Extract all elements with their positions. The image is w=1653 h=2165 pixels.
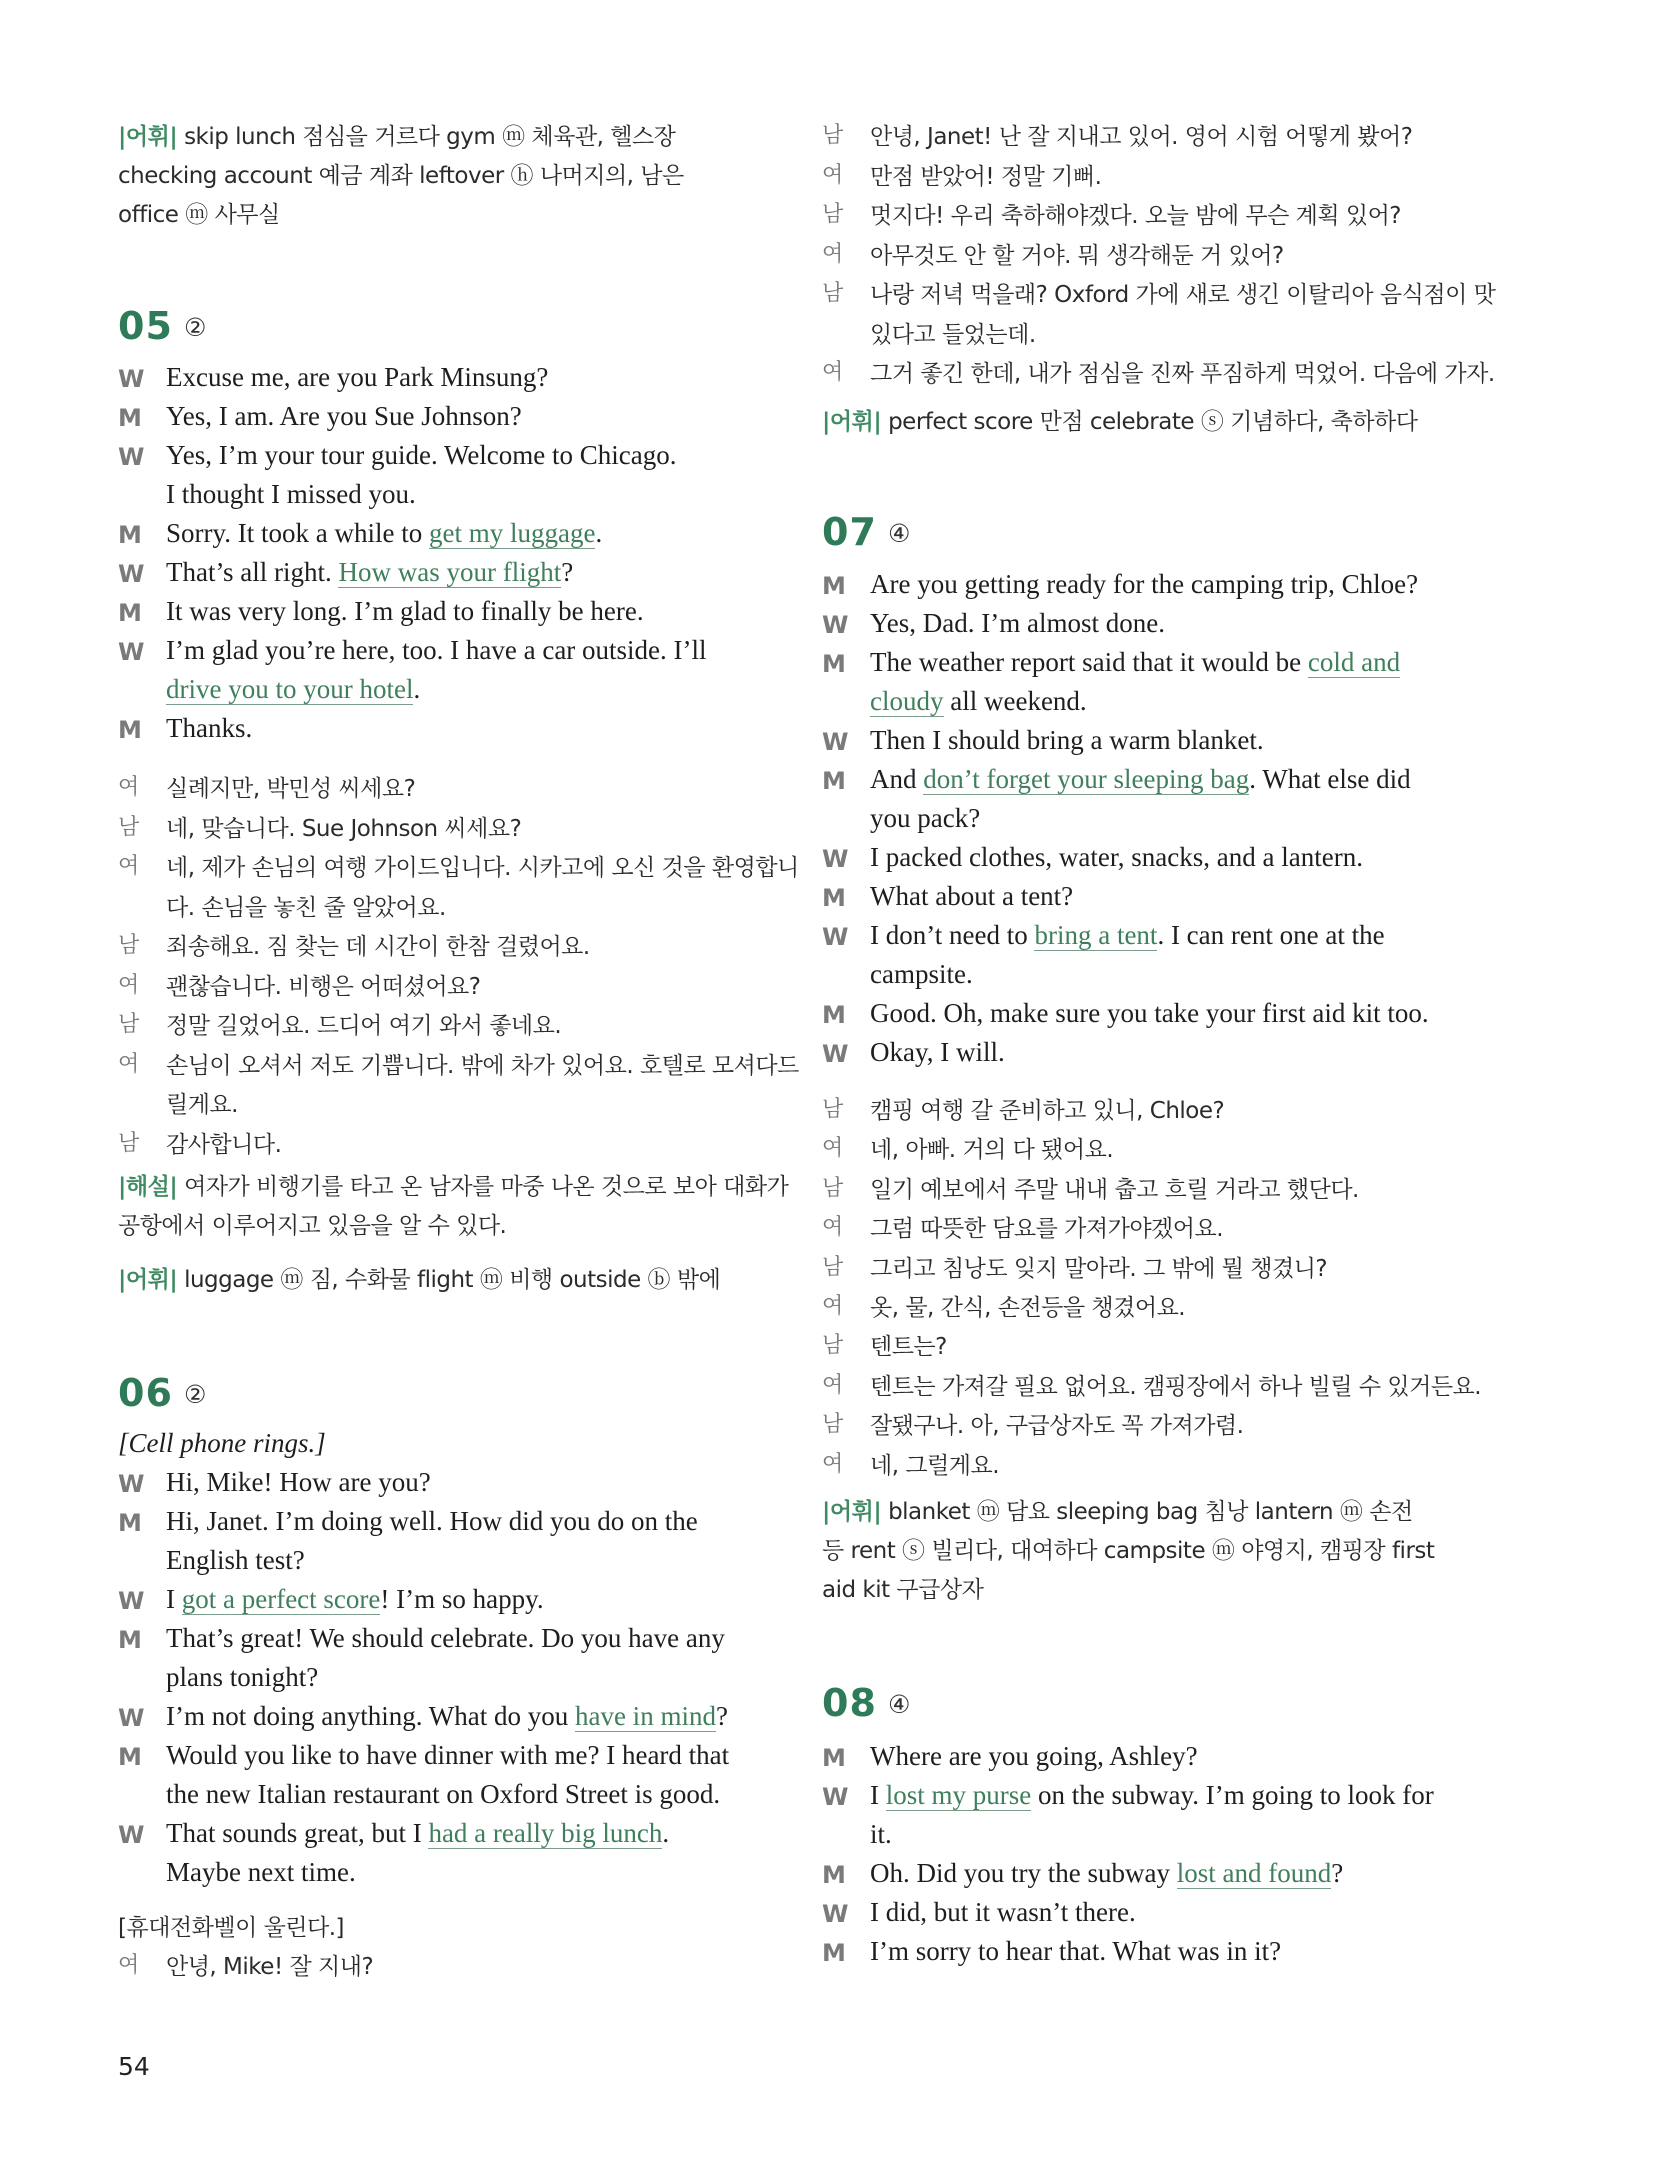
speaker-label: 남 bbox=[822, 1254, 843, 1280]
vocab-line: |어휘| blanket ⓜ 담요 sleeping bag 침낭 lantern ⓜ 손전 bbox=[822, 1499, 1413, 1525]
speaker-label: 남 bbox=[822, 1412, 843, 1438]
text-segment: Oh. Did you try the subway bbox=[870, 1858, 1177, 1888]
key-phrase: cloudy bbox=[870, 686, 944, 716]
translation-text: 그거 좋긴 한데, 내가 점심을 진짜 푸짐하게 먹었어. 다음에 가자. bbox=[870, 361, 1495, 387]
speaker-label: M bbox=[118, 716, 142, 744]
dialogue-text bbox=[870, 959, 973, 990]
dialogue-text bbox=[166, 479, 416, 510]
text-segment: Thanks. bbox=[166, 713, 253, 743]
text-segment: I did, but it wasn’t there. bbox=[870, 1897, 1136, 1927]
text-segment: Good. Oh, make sure you take your first aid kit too. bbox=[870, 998, 1429, 1028]
translation-text: 네, 제가 손님의 여행 가이드입니다. 시카고에 오신 것을 환영합니 bbox=[166, 855, 799, 881]
question-number: 08 bbox=[822, 1681, 877, 1725]
dialogue-text bbox=[870, 881, 1073, 912]
vocab-line: |어휘| luggage ⓜ 짐, 수화물 flight ⓜ 비행 outside ⓑ 밖에 bbox=[118, 1267, 721, 1293]
dialogue-text bbox=[166, 1623, 725, 1654]
explanation-line: |해설| 여자가 비행기를 타고 온 남자를 마중 나온 것으로 보아 대화가 bbox=[118, 1174, 789, 1200]
dialogue-text bbox=[166, 713, 252, 744]
speaker-label: W bbox=[822, 728, 849, 756]
answer-mark: ② bbox=[184, 313, 207, 342]
answer-mark: ④ bbox=[888, 1690, 911, 1719]
speaker-label: 남 bbox=[822, 1333, 843, 1359]
key-phrase: cold and bbox=[1307, 647, 1401, 677]
vocab-line: office ⓜ 사무실 bbox=[118, 202, 280, 228]
speaker-label: 여 bbox=[822, 241, 843, 267]
speaker-label: 여 bbox=[822, 1451, 843, 1477]
dialogue-text bbox=[166, 401, 522, 432]
text-segment: . What else did bbox=[1249, 764, 1411, 794]
text-segment: I bbox=[166, 1584, 182, 1614]
translation-text: 멋지다! 우리 축하해야겠다. 오늘 밤에 무슨 계획 있어? bbox=[870, 203, 1401, 229]
text-segment: ? bbox=[715, 1701, 728, 1731]
text-segment: . bbox=[595, 518, 603, 548]
dialogue-text bbox=[870, 1819, 892, 1850]
speaker-label: 여 bbox=[822, 162, 843, 188]
explanation-line: 공항에서 이루어지고 있음을 알 수 있다. bbox=[118, 1213, 507, 1239]
text-segment: I thought I missed you. bbox=[166, 479, 416, 509]
text-segment: the new Italian restaurant on Oxford Street is good. bbox=[166, 1779, 721, 1809]
speaker-label: M bbox=[118, 521, 142, 549]
speaker-label: W bbox=[118, 1821, 145, 1849]
translation-text: 손님이 오셔서 저도 기쁩니다. 밖에 차가 있어요. 호텔로 모셔다드 bbox=[166, 1052, 799, 1079]
text-segment: you pack? bbox=[870, 803, 981, 833]
text-segment: Are you getting ready for the camping trip, Chloe? bbox=[870, 569, 1419, 599]
translation-text: 괜찮습니다. 비행은 어떠셨어요? bbox=[166, 973, 481, 1000]
speaker-label: 여 bbox=[118, 1051, 139, 1077]
speaker-label: 여 bbox=[822, 1215, 843, 1241]
stage-direction-ko: [휴대전화벨이 울린다.] bbox=[118, 1915, 345, 1941]
speaker-label: 남 bbox=[822, 281, 843, 306]
text-segment: I’m not doing anything. What do you bbox=[166, 1701, 575, 1731]
dialogue-text bbox=[870, 1037, 1005, 1068]
speaker-label: 여 bbox=[118, 854, 139, 879]
speaker-label: 여 bbox=[118, 972, 139, 998]
translation-text: 잘됐구나. 아, 구급상자도 꼭 가져가렴. bbox=[870, 1413, 1244, 1440]
key-phrase: How was your flight bbox=[338, 557, 562, 587]
translation-text: 안녕, Mike! 잘 지내? bbox=[166, 1954, 374, 1980]
text-segment: ? bbox=[561, 557, 574, 587]
dialogue-text bbox=[166, 1818, 669, 1849]
translation-text: 만점 받았어! 정말 기뻐. bbox=[870, 163, 1102, 190]
dialogue-text bbox=[870, 842, 1363, 873]
translation-text: 죄송해요. 짐 찾는 데 시간이 한참 걸렸어요. bbox=[166, 934, 590, 960]
text-segment: . bbox=[413, 674, 421, 704]
translation-text: 실례지만, 박민성 씨세요? bbox=[166, 776, 416, 802]
text-segment: I packed clothes, water, snacks, and a lantern. bbox=[870, 842, 1363, 872]
key-phrase: had a really big lunch bbox=[428, 1818, 663, 1848]
speaker-label: M bbox=[822, 1001, 846, 1029]
dialogue-text bbox=[166, 1701, 728, 1732]
dialogue-text bbox=[166, 1857, 356, 1888]
speaker-label: W bbox=[118, 443, 145, 471]
speaker-label: W bbox=[822, 611, 849, 639]
text-segment: Sorry. It took a while to bbox=[166, 518, 429, 548]
speaker-label: 여 bbox=[822, 1294, 843, 1319]
dialogue-text bbox=[870, 1936, 1281, 1967]
question-number: 05 bbox=[118, 304, 173, 348]
dialogue-text bbox=[166, 557, 573, 588]
text-segment: It was very long. I’m glad to finally be here. bbox=[166, 596, 644, 626]
speaker-label: M bbox=[822, 650, 846, 678]
translation-text: 네, 아빠. 거의 다 됐어요. bbox=[870, 1137, 1114, 1164]
dialogue-text bbox=[870, 998, 1429, 1029]
text-segment: And bbox=[870, 764, 924, 794]
vocab-line: aid kit 구급상자 bbox=[822, 1577, 984, 1603]
speaker-label: W bbox=[822, 923, 849, 951]
dialogue-text bbox=[166, 1779, 720, 1810]
stage-direction: [Cell phone rings.] bbox=[118, 1428, 326, 1458]
speaker-label: M bbox=[118, 1509, 142, 1537]
vocab-line: |어휘| skip lunch 점심을 거르다 gym ⓜ 체육관, 헬스장 bbox=[118, 124, 676, 150]
text-segment: all weekend. bbox=[943, 686, 1087, 716]
speaker-label: M bbox=[822, 884, 846, 912]
speaker-label: M bbox=[118, 599, 142, 627]
dialogue-text bbox=[870, 1780, 1434, 1811]
dialogue-text bbox=[166, 596, 644, 627]
text-segment: ? bbox=[1331, 1858, 1344, 1888]
text-segment: Yes, I am. Are you Sue Johnson? bbox=[166, 401, 522, 431]
question-number: 06 bbox=[118, 1371, 173, 1415]
dialogue-text bbox=[870, 764, 1411, 795]
translation-text: 있다고 들었는데. bbox=[870, 321, 1036, 348]
text-segment: it. bbox=[870, 1819, 892, 1849]
speaker-label: W bbox=[118, 1704, 145, 1732]
dialogue-text bbox=[870, 686, 1087, 717]
speaker-label: W bbox=[118, 560, 145, 588]
text-segment: Excuse me, are you Park Minsung? bbox=[166, 362, 549, 392]
speaker-label: M bbox=[822, 572, 846, 600]
key-phrase: have in mind bbox=[574, 1701, 716, 1731]
text-segment: That sounds great, but I bbox=[166, 1818, 429, 1848]
text-segment: Hi, Mike! How are you? bbox=[166, 1467, 431, 1497]
answer-mark: ② bbox=[184, 1380, 207, 1409]
dialogue-text bbox=[166, 1584, 544, 1615]
vocab-line: checking account 예금 계좌 leftover ⓗ 나머지의, 남은 bbox=[118, 163, 684, 189]
speaker-label: M bbox=[118, 1626, 142, 1654]
text-segment: The weather report said that it would be bbox=[870, 647, 1308, 677]
speaker-label: 여 bbox=[822, 360, 843, 385]
text-segment: That’s great! We should celebrate. Do you have any bbox=[166, 1623, 725, 1653]
translation-text: 일기 예보에서 주말 내내 춥고 흐릴 거라고 했단다. bbox=[870, 1176, 1359, 1203]
dialogue-text bbox=[166, 1467, 431, 1498]
speaker-label: W bbox=[118, 1470, 145, 1498]
dialogue-text bbox=[870, 803, 980, 834]
text-segment: I don’t need to bbox=[870, 920, 1035, 950]
text-segment: I’m glad you’re here, too. I have a car outside. I’ll bbox=[166, 635, 707, 665]
text-segment: campsite. bbox=[870, 959, 973, 989]
answer-mark: ④ bbox=[888, 519, 911, 548]
dialogue-text bbox=[870, 920, 1385, 951]
text-segment: Where are you going, Ashley? bbox=[870, 1741, 1198, 1771]
dialogue-text bbox=[870, 569, 1418, 600]
dialogue-text bbox=[870, 1741, 1198, 1772]
key-phrase: get my luggage bbox=[428, 518, 596, 548]
translation-text: 그럼 따뜻한 담요를 가져가야겠어요. bbox=[870, 1216, 1224, 1243]
speaker-label: 남 bbox=[822, 1175, 843, 1201]
speaker-label: 남 bbox=[118, 814, 139, 840]
dialogue-text bbox=[870, 725, 1264, 756]
speaker-label: 남 bbox=[822, 1097, 843, 1122]
speaker-label: 여 bbox=[118, 775, 139, 800]
speaker-label: 여 bbox=[822, 1372, 843, 1398]
translation-text: 텐트는? bbox=[870, 1334, 947, 1361]
translation-text: 나랑 저녁 먹을래? Oxford 가에 새로 생긴 이탈리아 음식점이 맛 bbox=[870, 282, 1496, 308]
text-segment: Yes, Dad. I’m almost done. bbox=[870, 608, 1165, 638]
dialogue-text bbox=[870, 608, 1165, 639]
speaker-label: M bbox=[118, 404, 142, 432]
key-phrase: don’t forget your sleeping bag bbox=[923, 764, 1250, 794]
dialogue-text bbox=[166, 518, 602, 549]
speaker-label: 여 bbox=[822, 1136, 843, 1162]
translation-text: 네, 그럴게요. bbox=[870, 1452, 1000, 1479]
text-segment: . I can rent one at the bbox=[1157, 920, 1385, 950]
speaker-label: W bbox=[822, 1040, 849, 1068]
speaker-label: 남 bbox=[118, 1130, 139, 1156]
speaker-label: 남 bbox=[822, 202, 843, 227]
page-number: 54 bbox=[118, 2052, 150, 2081]
dialogue-text bbox=[870, 1897, 1136, 1928]
text-segment: plans tonight? bbox=[166, 1662, 319, 1692]
key-phrase: got a perfect score bbox=[181, 1584, 381, 1614]
speaker-label: M bbox=[118, 1743, 142, 1771]
dialogue-text bbox=[166, 440, 677, 471]
speaker-label: W bbox=[822, 1900, 849, 1928]
dialogue-text bbox=[166, 1662, 318, 1693]
translation-text: 정말 길었어요. 드디어 여기 와서 좋네요. bbox=[166, 1013, 562, 1039]
translation-text: 아무것도 안 할 거야. 뭐 생각해둔 거 있어? bbox=[870, 242, 1284, 269]
key-phrase: drive you to your hotel bbox=[166, 674, 414, 704]
translation-text: 텐트는 가져갈 필요 없어요. 캠핑장에서 하나 빌릴 수 있거든요. bbox=[870, 1373, 1482, 1400]
vocab-line: 등 rent ⓢ 빌리다, 대여하다 campsite ⓜ 야영지, 캠핑장 first bbox=[822, 1538, 1435, 1564]
vocab-line: |어휘| perfect score 만점 celebrate ⓢ 기념하다, 축하하다 bbox=[822, 409, 1418, 435]
dialogue-text bbox=[166, 1545, 305, 1576]
text-segment: Hi, Janet. I’m doing well. How did you do on the bbox=[166, 1506, 698, 1536]
text-segment: That’s all right. bbox=[166, 557, 339, 587]
key-phrase: lost and found bbox=[1176, 1858, 1332, 1888]
speaker-label: W bbox=[118, 1587, 145, 1615]
speaker-label: W bbox=[822, 845, 849, 873]
translation-text: 릴게요. bbox=[166, 1092, 238, 1118]
question-number: 07 bbox=[822, 510, 877, 554]
speaker-label: 남 bbox=[822, 123, 843, 148]
translation-text: 캠핑 여행 갈 준비하고 있니, Chloe? bbox=[870, 1098, 1225, 1124]
dialogue-text bbox=[870, 647, 1400, 678]
translation-text: 옷, 물, 간식, 손전등을 챙겼어요. bbox=[870, 1295, 1186, 1321]
dialogue-text bbox=[166, 1506, 698, 1537]
text-segment: . bbox=[662, 1818, 670, 1848]
translation-text: 안녕, Janet! 난 잘 지내고 있어. 영어 시험 어떻게 봤어? bbox=[870, 124, 1413, 150]
dialogue-text bbox=[870, 1858, 1343, 1889]
speaker-label: W bbox=[822, 1783, 849, 1811]
dialogue-text bbox=[166, 1740, 729, 1771]
text-segment: Yes, I’m your tour guide. Welcome to Chicago. bbox=[166, 440, 677, 470]
speaker-label: M bbox=[822, 1744, 846, 1772]
dialogue-text bbox=[166, 635, 707, 666]
speaker-label: 남 bbox=[118, 933, 139, 958]
speaker-label: M bbox=[822, 1939, 846, 1967]
text-segment: Then I should bring a warm blanket. bbox=[870, 725, 1264, 755]
dialogue-text bbox=[166, 674, 420, 705]
translation-text: 감사합니다. bbox=[166, 1131, 282, 1158]
key-phrase: bring a tent bbox=[1034, 920, 1158, 950]
dialogue-text bbox=[166, 362, 548, 393]
translation-text: 네, 맞습니다. Sue Johnson 씨세요? bbox=[166, 815, 522, 842]
key-phrase: lost my purse bbox=[885, 1780, 1032, 1810]
text-segment: Maybe next time. bbox=[166, 1857, 356, 1887]
text-segment: Okay, I will. bbox=[870, 1037, 1005, 1067]
translation-text: 그리고 침낭도 잊지 말아라. 그 밖에 뭘 챙겼니? bbox=[870, 1255, 1328, 1282]
speaker-label: 남 bbox=[118, 1012, 139, 1037]
speaker-label: 여 bbox=[118, 1953, 139, 1978]
text-segment: on the subway. I’m going to look for bbox=[1031, 1780, 1434, 1810]
text-segment: ! I’m so happy. bbox=[380, 1584, 544, 1614]
text-segment: What about a tent? bbox=[870, 881, 1074, 911]
text-segment: English test? bbox=[166, 1545, 305, 1575]
translation-text: 다. 손님을 놓친 줄 알았어요. bbox=[166, 894, 446, 921]
speaker-label: M bbox=[822, 1861, 846, 1889]
text-segment: Would you like to have dinner with me? I heard that bbox=[166, 1740, 730, 1770]
text-segment: I’m sorry to hear that. What was in it? bbox=[870, 1936, 1282, 1966]
speaker-label: W bbox=[118, 365, 145, 393]
speaker-label: W bbox=[118, 638, 145, 666]
text-segment: I bbox=[870, 1780, 886, 1810]
speaker-label: M bbox=[822, 767, 846, 795]
